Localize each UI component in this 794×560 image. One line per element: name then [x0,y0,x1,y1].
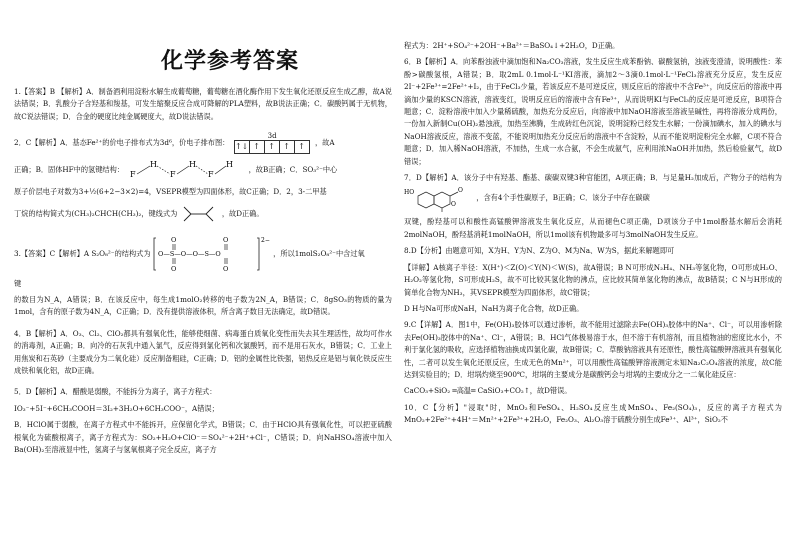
right-column [404,40,782,431]
answer-q2-text-d: 丁烷的结构简式为(CH₃)₂CHCH(CH₃)₂，键线式为 [14,208,178,218]
svg-text:H: H [150,160,158,170]
orbital-box: ↑↓ [234,140,250,154]
svg-text:O: O [222,264,229,273]
answer-q2-text-a-end: ，故A [314,138,335,148]
orbital-boxes [235,140,310,154]
orbital-box: ↑ [249,140,265,154]
answer-q2-text-b: 正确；B．固体HF中的氢键结构： [14,165,124,175]
answer-q1: 1.【答案】B 【解析】A．制备酒利用淀粉水解生成葡萄糖，葡萄糖在酒化酶作用下发生氧化还原反应生成乙醇，故A说法错误；B．乳酸分子含羟基和羧基，可发生缩聚反应合成可降解的PLA塑料，故B说法正确；C．碳酸钙属于无机物，故C说法错误；D．合金的硬度比纯金属硬度大，故D说法错误。 [14,87,392,121]
orbital-label: 3d [267,132,277,141]
answer-q7-line1 [404,172,782,212]
answer-q7-text-a-end: ，含有4个手性碳原子，B正确；C．该分子中存在碳碳 [476,193,650,203]
svg-text:F: F [170,170,176,180]
hf-hydrogen-bond-structure [126,158,246,182]
svg-text:H: H [226,160,234,170]
answer-q2-text-d-end: ，故D正确。 [221,208,264,218]
answer-q10: 10．C【分析】"浸取"时，MnO₂和FeSO₄、H₂SO₄反应生成MnSO₄、Fe₂(SO₄)₃，反应的离子方程式为MnO₂+2Fe²⁺+4H⁺＝Mn²⁺+2Fe³⁺+2H₂O，Fe₂O₃、Al₂O₃溶于硫酸分别生成Fe³⁺、Al³⁺，SiO₂不 [404,402,782,425]
svg-text:H: H [189,160,197,170]
answer-q2-text-b-end: ，故B正确；C．SO₃²⁻中心 [248,165,338,175]
svg-text:2−: 2− [260,236,270,244]
answer-q9: 9.C【详解】A．图1中，Fe(OH)₃胶体可以通过渗析，故不能用过滤除去Fe(OH)₃胶体中的Na⁺、Cl⁻，可以用渗析除去Fe(OH)₃胶体中的Na⁺、Cl⁻，A错误；B．HCl气体极易溶于水，但不溶于有机溶剂，而且植物油的密度比水小，不利于氯化氢的吸收，应选择植物油换成四氯化碳，故B错误；C．草酸钠溶液具有还原性，酸性高锰酸钾溶液具有强氧化性，二者可以发生氧化还原反应，生成无色的Mn²⁺，可以用酸性高锰酸钾溶液测定未知Na₂C₂O₄溶液的浓度，故C能达到实验目的；D．坩埚灼烧至900℃，坩埚的主要成分是碳酸钙会与坩埚的主要成分之一二氧化硅反应： [404,320,782,379]
answer-q2-text-a: 2．C【解析】A．基态Fe²⁺的价电子排布式为3d⁶，价电子排布图： [14,138,230,148]
svg-text:F: F [130,170,136,180]
answer-q9-equation: CaCO₃+SiO₂ ═高温═ CaSiO₃+CO₂↑，故D错误。 [404,386,572,396]
answer-q3-text-a-end: ，所以1molS₂O₈²⁻中含过氧 [273,248,365,258]
svg-text:O: O [458,187,463,195]
answer-q4: 4．B【解析】A．O₃、Cl₂、ClO₂都具有强氧化性，能够使细菌、病毒蛋白质氧化变性而失去其生理活性，故均可作水的消毒剂，A正确；B．向冷的石灰乳中通入氯气，反应得到氯化钙和次氯酸钙，而不是用石灰水，B错误；C．工业上用焦炭和石英砂（主要成分为二氧化硅）反应制备粗硅，C正确；D．铝的金属性比铁强，铝热反应是铝与氧化铁反应生成铁和氧化铝，故D正确。 [14,328,392,376]
answer-q8-conclusion: D H与Na可形成NaH，NaH为离子化合物，故D正确。 [404,303,584,313]
answer-q3-text-a: 3.【答案】C【解析】A S₂O₈²⁻的结构式为 [14,248,151,258]
answer-q3-line1 [14,234,392,274]
answer-q2-line4 [14,203,392,225]
answer-q2-line1 [14,132,392,154]
answer-q8-detail: 【详解】A核离子半径：X(H⁺)＜Z(O)＜Y(N)＜W(S)，故A错误；B N可形成N₂H₄、NH₃等氢化物，O可形成H₂O、H₂O₂等氢化物，S可形成H₂S，故不可比较其氢化物的沸点，应比较其简单氢化物的沸点，故B错误；C N与H形成的简单化合物为NH₃，其VSEPR模型为四面体形，故C错误； [404,262,782,297]
answer-q3-line3: 的数目为N_A，A错误；B．在该反应中，每生成1molO₂转移的电子数为2N_A，B错误；C．8gSO₃的物质的量为1mol，含有的原子数为4N_A，C正确；D．没有提供溶液体积，所含离子数目无法确定，故D错误。 [14,295,392,317]
peroxodisulfate-structure [153,234,271,274]
svg-text:F: F [208,170,214,180]
orbital-box: ↑ [279,140,295,154]
orbital-diagram [232,132,313,154]
answer-q7-text-a: 7．D【解析】A．该分子中有羟基、酯基、碳碳双键3种官能团，A项正确；B．与足量H₂加成后，产物分子的结构为 [404,173,782,183]
answer-q5-continued: 程式为：2H⁺+SO₄²⁻+2OH⁻+Ba²⁺＝BaSO₄↓+2H₂O，D正确。 [404,41,620,50]
svg-text:HO: HO [404,189,415,197]
page-title: 化学参考答案 [160,49,299,74]
svg-text:O: O [170,235,177,244]
skeletal-formula-dimethylbutane [180,203,220,225]
orbital-box: ↑ [264,140,280,154]
answer-q8-analysis: 8.D【分析】由题意可知，X为H、Y为N、Z为O、M为Na、W为S，据此来解题即可 [404,246,675,256]
hydrogenated-product-structure [404,184,474,212]
answer-q2-line2 [14,158,392,182]
svg-text:O: O [222,235,229,244]
svg-text:O: O [451,201,456,209]
left-column [14,86,392,461]
answer-q7-line2: 双键，酚羟基可以和酸性高锰酸钾溶液发生氧化反应，从而褪色C项正确，D项该分子中1mol酚基水解后会消耗2molNaOH，酚羟基消耗1molNaOH，所以1mol该有机物最多可与3molNaOH发生反应。 [404,217,782,239]
answer-q2-line3: 原子价层电子对数为3+½(6+2−3×2)=4，VSEPR模型为四面体形，故C正确；D．2，3-二甲基 [14,187,327,197]
answer-q6: 6．B【解析】A．向苯酚浊液中滴加饱和Na₂CO₃溶液，发生反应生成苯酚钠、碳酸氢钠，浊液变澄清，说明酸性：苯酚>碳酸氢根，A错误；B．取2mL 0.1mol·L⁻¹KI溶液，滴加2～3滴0.1mol·L⁻¹FeCl₃溶液充分反应，发生反应2I⁻+2Fe³⁺=2Fe²⁺+I₂，由于FeCl₃少量，若该反应不是可逆反应，则反应后的溶液中不含Fe³⁺，向反应后的溶液中再滴加少量的KSCN溶液，溶液变红，说明反应后的溶液中含有Fe³⁺，从而说明KI与FeCl₃的反应是可逆反应，B项符合题意；C．淀粉溶液中加入少量稀硫酸，加热充分反应后，向溶液中加NaOH溶液至溶液呈碱性，再将溶液分成两份，一份加入新制Cu(OH)₂悬浊液，加热至沸腾，生成砖红色沉淀，说明淀粉已经发生水解；一份滴加碘水，加入的碘水与NaOH溶液反应，溶液不变蓝，不能说明加热充分反应后的溶液中不含淀粉，从而不能说明淀粉完全水解，C项不符合题意；D．加入稀NaOH溶液，不加热，生成一水合氨，不会生成氨气，应利用浓NaOH并加热，然后检验氨气，故D错误； [404,57,782,166]
answer-q5-line3: B．HClO属于弱酸，在离子方程式中不能拆开，应保留化学式，B错误；C．由于HClO具有强氧化性，可以把亚硫酸根氧化为硫酸根离子，离子方程式为：SO₂+H₂O+ClO⁻＝SO₄²⁻+2H⁺+Cl⁻，C错误；D．向NaHSO₄溶液中加入Ba(OH)₂至溶液显中性，氢离子与氢氧根离子完全反应，离子方 [14,420,392,455]
svg-text:O: O [170,264,177,273]
answer-q5-line1: 5．D【解析】A．醋酸是弱酸，不能拆分为离子，离子方程式： [14,387,217,397]
answer-q3-line2: 键 [14,278,22,288]
orbital-box: ↑ [294,140,310,154]
answer-q5-line2: IO₃⁻+5I⁻+6CH₃COOH＝3I₂+3H₂O+6CH₃COO⁻，A错误； [14,403,219,413]
svg-text:O—S—O—O—S—O: O—S—O—O—S—O [157,249,221,258]
